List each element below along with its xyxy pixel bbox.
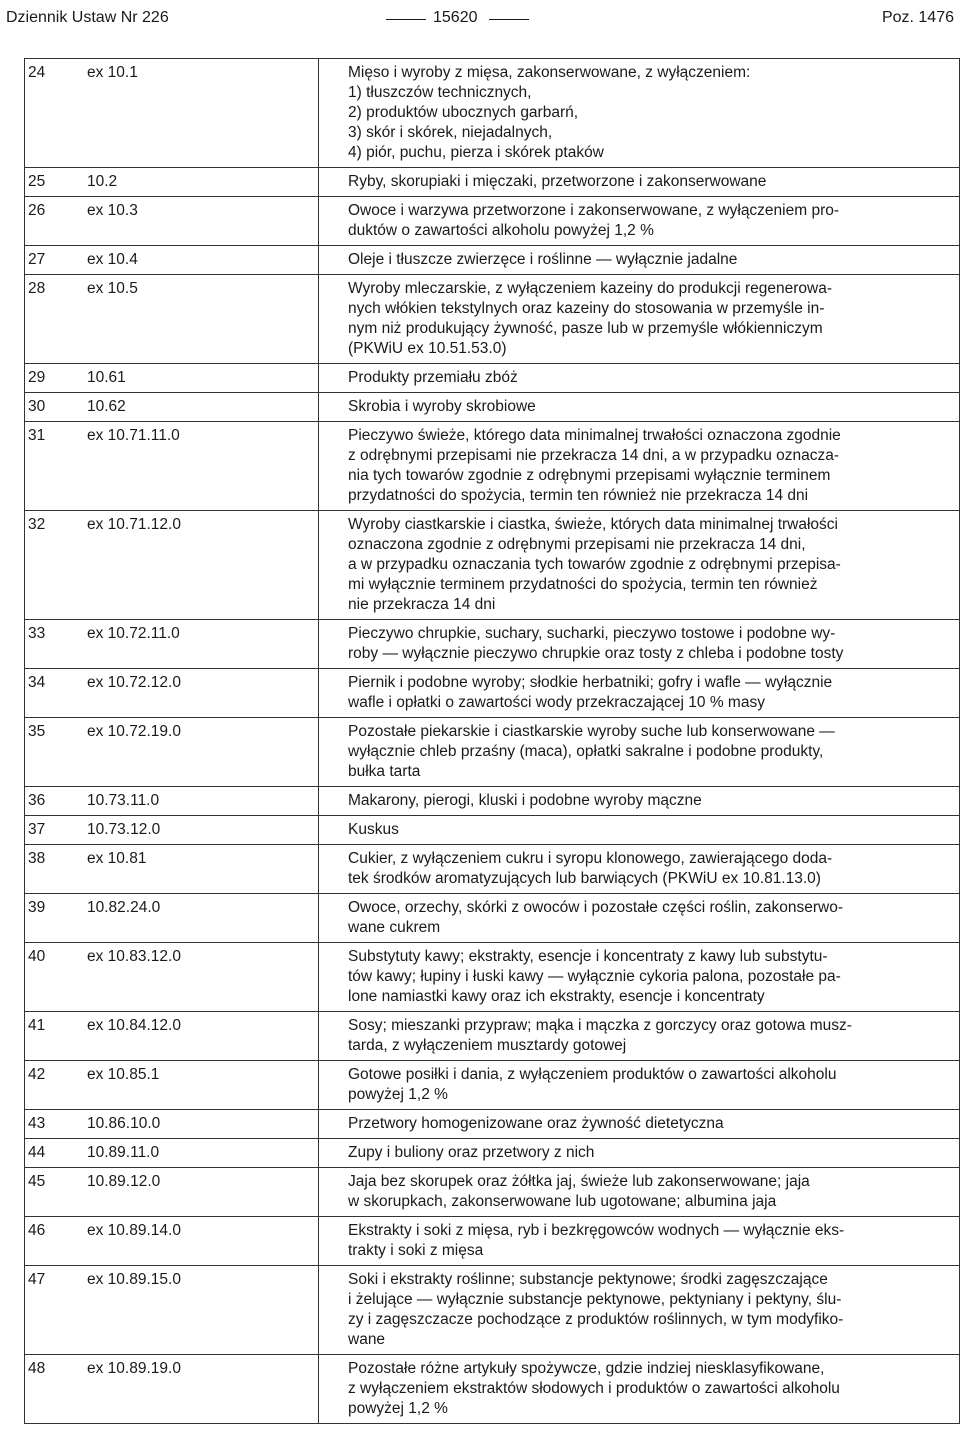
row-number: 48 — [28, 1360, 46, 1377]
header-dash-right — [489, 19, 529, 20]
description-line: Pieczywo świeże, którego data minimalnej trwałości oznaczona zgodnie — [348, 427, 841, 444]
goods-description — [319, 422, 959, 510]
description-line: Substytuty kawy; ekstrakty, esencje i koncentraty z kawy lub substytu- — [348, 948, 828, 965]
description-line: Wyroby ciastkarskie i ciastka, świeże, których data minimalnej trwałości — [348, 516, 838, 533]
header-dash-left — [386, 19, 426, 20]
description-line: i żelujące — wyłącznie substancje pektynowe, pektyniany i pektyny, ślu- — [348, 1291, 842, 1308]
description-line: oznaczona zgodnie z odrębnymi przepisami nie przekracza 14 dni, — [348, 536, 806, 553]
pkwiu-code: 10.73.12.0 — [71, 816, 319, 844]
position-number: Poz. 1476 — [881, 9, 954, 26]
description-line: zy i zagęszczacze pochodzące z produktów roślinnych, w tym modyfiko- — [348, 1311, 844, 1328]
description-line: Piernik i podobne wyroby; słodkie herbatniki; gofry i wafle — wyłącznie — [348, 674, 833, 691]
pkwiu-code: 10.62 — [71, 393, 319, 421]
description-line: Ryby, skorupiaki i mięczaki, przetworzone i zakonserwowane — [348, 173, 767, 190]
pkwiu-code: 10.61 — [71, 364, 319, 392]
pkwiu-code: ex 10.85.1 — [71, 1061, 319, 1109]
goods-description — [319, 787, 959, 815]
description-line: Soki i ekstrakty roślinne; substancje pektynowe; środki zagęszczające — [348, 1271, 828, 1288]
row-number: 44 — [28, 1144, 46, 1161]
pkwiu-code: ex 10.89.19.0 — [71, 1355, 319, 1423]
description-line: 4) piór, puchu, pierza i skórek ptaków — [348, 144, 604, 161]
description-line: Owoce i warzywa przetworzone i zakonserwowane, z wyłączeniem pro- — [348, 202, 840, 219]
table-row — [25, 59, 960, 168]
table-row — [25, 718, 960, 787]
goods-description — [319, 718, 959, 786]
pkwiu-code: ex 10.89.15.0 — [71, 1266, 319, 1354]
pkwiu-code: ex 10.72.19.0 — [71, 718, 319, 786]
row-number: 36 — [28, 792, 46, 809]
description-line: roby — wyłącznie pieczywo chrupkie oraz tosty z chleba i podobne tosty — [348, 645, 844, 662]
page-header — [0, 0, 960, 40]
goods-description — [319, 894, 959, 942]
goods-description — [319, 1012, 959, 1060]
description-line: mi wyłącznie terminem przydatności do spożycia, termin ten również — [348, 576, 818, 593]
description-line: Cukier, z wyłączeniem cukru i syropu klonowego, zawierającego doda- — [348, 850, 833, 867]
table-row — [25, 787, 960, 816]
table-row — [25, 669, 960, 718]
description-line: Pozostałe różne artykuły spożywcze, gdzie indziej niesklasyfikowane, — [348, 1360, 825, 1377]
row-number: 29 — [28, 369, 46, 386]
description-line: Makarony, pierogi, kluski i podobne wyroby mączne — [348, 792, 702, 809]
row-number: 42 — [28, 1066, 46, 1083]
page-number: 15620 — [433, 9, 478, 26]
goods-description — [319, 197, 959, 245]
pkwiu-code: ex 10.3 — [71, 197, 319, 245]
goods-description — [319, 1217, 959, 1265]
row-number: 43 — [28, 1115, 46, 1132]
pkwiu-code: 10.86.10.0 — [71, 1110, 319, 1138]
description-line: tek środków aromatyzujących lub barwiących (PKWiU ex 10.81.13.0) — [348, 870, 821, 887]
description-line: nia tych towarów zgodnie z odrębnymi przepisami wyłącznie terminem — [348, 467, 831, 484]
row-number: 24 — [28, 64, 46, 81]
description-line: Oleje i tłuszcze zwierzęce i roślinne — wyłącznie jadalne — [348, 251, 738, 268]
goods-description — [319, 1266, 959, 1354]
goods-description — [319, 275, 959, 363]
goods-description — [319, 59, 959, 167]
goods-description — [319, 246, 959, 274]
goods-description — [319, 669, 959, 717]
description-line: (PKWiU ex 10.51.53.0) — [348, 340, 507, 357]
description-line: Kuskus — [348, 821, 399, 838]
pkwiu-code: ex 10.89.14.0 — [71, 1217, 319, 1265]
pkwiu-code: 10.2 — [71, 168, 319, 196]
row-number: 34 — [28, 674, 46, 691]
row-number: 39 — [28, 899, 46, 916]
description-line: 2) produktów ubocznych garbarń, — [348, 104, 579, 121]
row-number: 40 — [28, 948, 46, 965]
pkwiu-code: ex 10.84.12.0 — [71, 1012, 319, 1060]
table-row — [25, 1012, 960, 1061]
row-number: 33 — [28, 625, 46, 642]
goods-description — [319, 168, 959, 196]
pkwiu-code: ex 10.83.12.0 — [71, 943, 319, 1011]
description-line: z wyłączeniem ekstraktów słodowych i produktów o zawartości alkoholu — [348, 1380, 840, 1397]
description-line: z odrębnymi przepisami nie przekracza 14 dni, a w przypadku oznacza- — [348, 447, 840, 464]
row-number: 47 — [28, 1271, 46, 1288]
description-line: przydatności do spożycia, termin ten również nie przekracza 14 dni — [348, 487, 809, 504]
description-line: wyłącznie chleb przaśny (maca), opłatki sakralne i podobne produkty, — [348, 743, 824, 760]
pkwiu-code: ex 10.71.11.0 — [71, 422, 319, 510]
table-row — [25, 1139, 960, 1168]
pkwiu-code: 10.89.11.0 — [71, 1139, 319, 1167]
row-number: 27 — [28, 251, 46, 268]
description-line: lone namiastki kawy oraz ich ekstrakty, esencje i koncentraty — [348, 988, 765, 1005]
pkwiu-code: 10.82.24.0 — [71, 894, 319, 942]
description-line: w skorupkach, zakonserwowane lub ugotowane; albumina jaja — [348, 1193, 777, 1210]
row-number: 31 — [28, 427, 46, 444]
description-line: Produkty przemiału zbóż — [348, 369, 518, 386]
description-line: 1) tłuszczów technicznych, — [348, 84, 532, 101]
pkwiu-code: ex 10.5 — [71, 275, 319, 363]
description-line: a w przypadku oznaczania tych towarów zgodnie z odrębnymi przepisa- — [348, 556, 841, 573]
row-number: 28 — [28, 280, 46, 297]
description-line: trakty i soki z mięsa — [348, 1242, 484, 1259]
description-line: Sosy; mieszanki przypraw; mąka i mączka z gorczycy oraz gotowa musz- — [348, 1017, 852, 1034]
goods-description — [319, 1139, 959, 1167]
table-row — [25, 1061, 960, 1110]
row-number: 37 — [28, 821, 46, 838]
row-number: 26 — [28, 202, 46, 219]
table-row — [25, 1355, 960, 1424]
goods-description — [319, 1061, 959, 1109]
table-row — [25, 845, 960, 894]
table-row — [25, 1168, 960, 1217]
description-line: wane — [348, 1331, 386, 1348]
pkwiu-code: 10.89.12.0 — [71, 1168, 319, 1216]
row-number: 41 — [28, 1017, 46, 1034]
description-line: 3) skór i skórek, niejadalnych, — [348, 124, 553, 141]
table-row — [25, 275, 960, 364]
goods-description — [319, 620, 959, 668]
goods-table — [24, 58, 960, 1424]
description-line: bułka tarta — [348, 763, 421, 780]
row-number: 35 — [28, 723, 46, 740]
goods-description — [319, 511, 959, 619]
table-row — [25, 168, 960, 197]
table-row — [25, 1110, 960, 1139]
table-row — [25, 816, 960, 845]
description-line: Przetwory homogenizowane oraz żywność dietetyczna — [348, 1115, 724, 1132]
table-row — [25, 422, 960, 511]
pkwiu-code: ex 10.71.12.0 — [71, 511, 319, 619]
table-row — [25, 1266, 960, 1355]
row-number: 25 — [28, 173, 46, 190]
row-number: 32 — [28, 516, 46, 533]
description-line: Pieczywo chrupkie, suchary, sucharki, pieczywo tostowe i podobne wy- — [348, 625, 836, 642]
description-line: Pozostałe piekarskie i ciastkarskie wyroby suche lub konserwowane — — [348, 723, 835, 740]
goods-description — [319, 943, 959, 1011]
row-number: 45 — [28, 1173, 46, 1190]
goods-description — [319, 816, 959, 844]
row-number: 30 — [28, 398, 46, 415]
goods-description — [319, 1110, 959, 1138]
table-row — [25, 894, 960, 943]
journal-title: Dziennik Ustaw Nr 226 — [6, 9, 169, 26]
description-line: nym niż produkujący żywność, pasze lub w przemyśle włókienniczym — [348, 320, 823, 337]
description-line: tarda, z wyłączeniem musztardy gotowej — [348, 1037, 627, 1054]
description-line: nych włókien tekstylnych oraz kazeiny do stosowania w przemyśle in- — [348, 300, 825, 317]
table-row — [25, 393, 960, 422]
row-number: 38 — [28, 850, 46, 867]
description-line: duktów o zawartości alkoholu powyżej 1,2 % — [348, 222, 654, 239]
description-line: Mięso i wyroby z mięsa, zakonserwowane, z wyłączeniem: — [348, 64, 751, 81]
description-line: Gotowe posiłki i dania, z wyłączeniem produktów o zawartości alkoholu — [348, 1066, 837, 1083]
description-line: wafle i opłatki o zawartości wody przekraczającej 10 % masy — [348, 694, 765, 711]
pkwiu-code: ex 10.1 — [71, 59, 319, 167]
description-line: wane cukrem — [348, 919, 441, 936]
description-line: nie przekracza 14 dni — [348, 596, 496, 613]
table-row — [25, 1217, 960, 1266]
table-row — [25, 197, 960, 246]
description-line: powyżej 1,2 % — [348, 1086, 448, 1103]
description-line: tów kawy; łupiny i łuski kawy — wyłącznie cykoria palona, pozostałe pa- — [348, 968, 841, 985]
row-number: 46 — [28, 1222, 46, 1239]
goods-description — [319, 393, 959, 421]
table-row — [25, 620, 960, 669]
goods-description — [319, 364, 959, 392]
pkwiu-code: ex 10.72.11.0 — [71, 620, 319, 668]
table-row — [25, 511, 960, 620]
description-line: Skrobia i wyroby skrobiowe — [348, 398, 536, 415]
table-row — [25, 943, 960, 1012]
goods-description — [319, 1168, 959, 1216]
table-row — [25, 246, 960, 275]
pkwiu-code: ex 10.4 — [71, 246, 319, 274]
goods-description — [319, 1355, 959, 1423]
description-line: Owoce, orzechy, skórki z owoców i pozostałe części roślin, zakonserwo- — [348, 899, 844, 916]
pkwiu-code: 10.73.11.0 — [71, 787, 319, 815]
pkwiu-code: ex 10.81 — [71, 845, 319, 893]
description-line: Jaja bez skorupek oraz żółtka jaj, świeże lub zakonserwowane; jaja — [348, 1173, 810, 1190]
description-line: Ekstrakty i soki z mięsa, ryb i bezkręgowców wodnych — wyłącznie eks- — [348, 1222, 845, 1239]
description-line: powyżej 1,2 % — [348, 1400, 448, 1417]
pkwiu-code: ex 10.72.12.0 — [71, 669, 319, 717]
description-line: Zupy i buliony oraz przetwory z nich — [348, 1144, 595, 1161]
table-row — [25, 364, 960, 393]
goods-description — [319, 845, 959, 893]
description-line: Wyroby mleczarskie, z wyłączeniem kazeiny do produkcji regenerowa- — [348, 280, 832, 297]
